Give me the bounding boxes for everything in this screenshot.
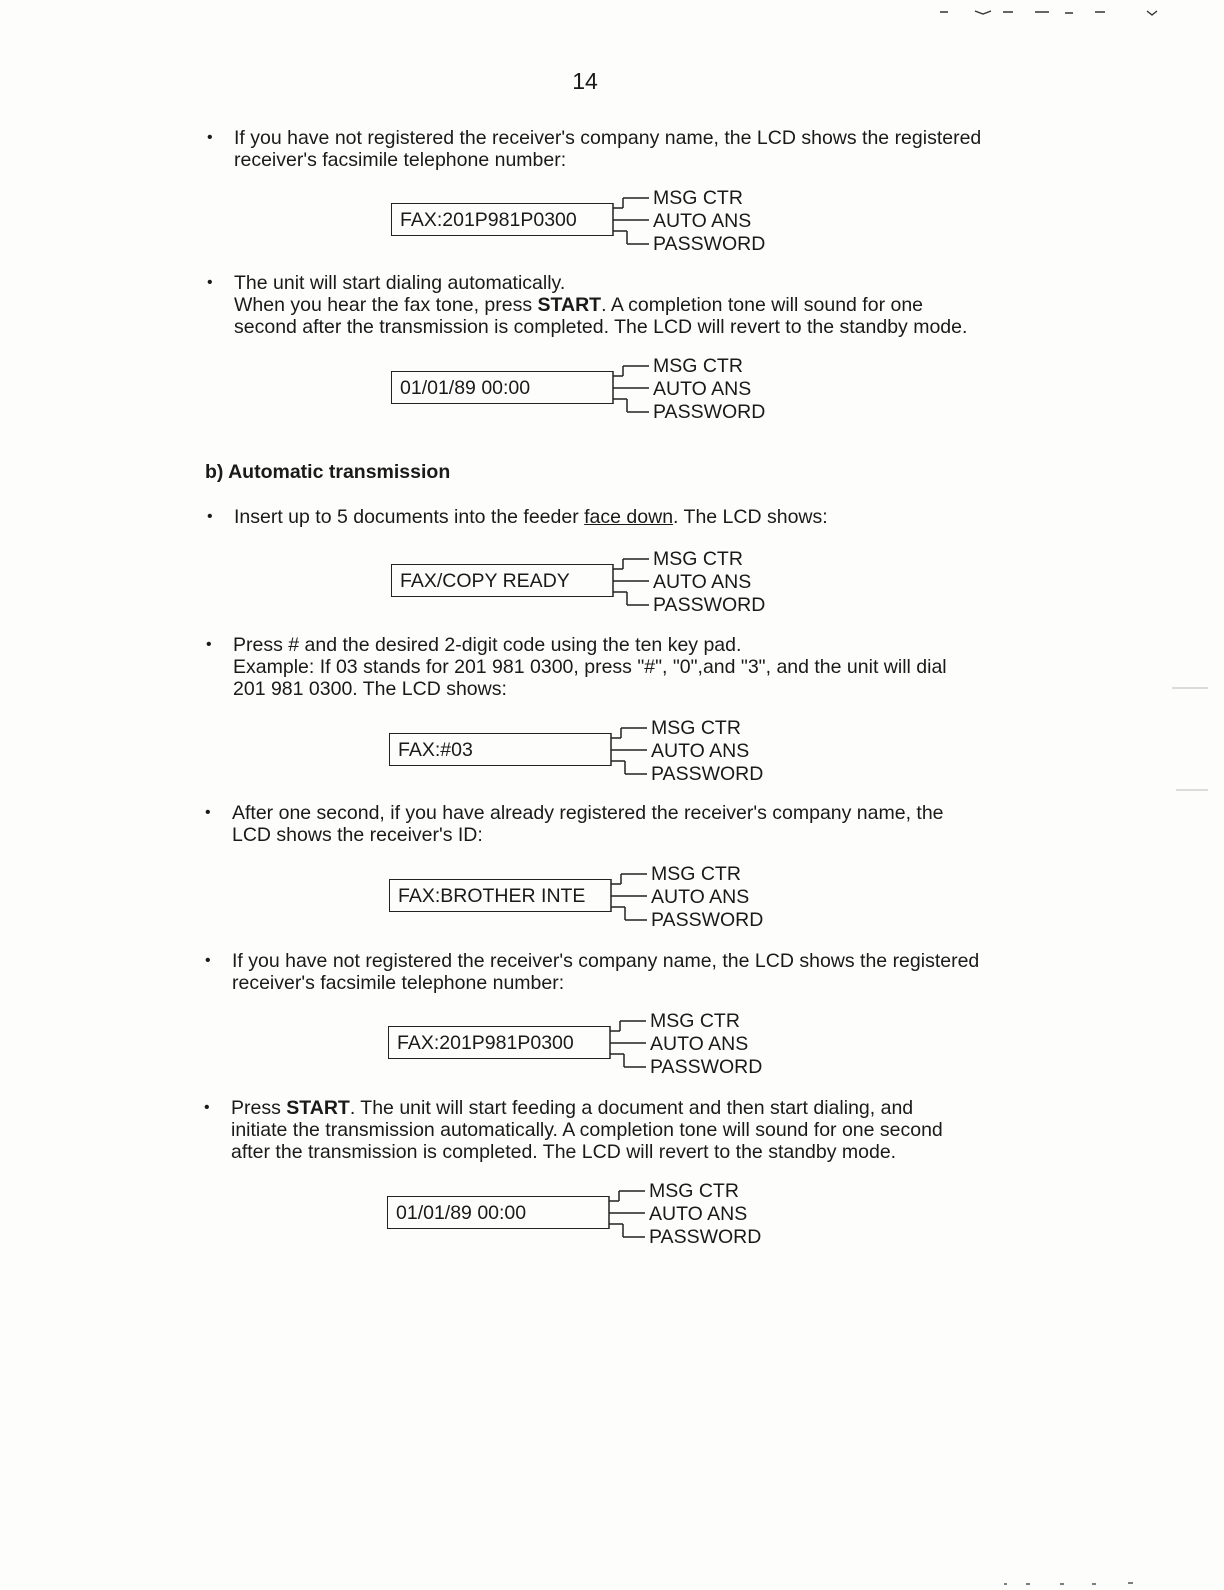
lcd-display <box>388 1007 768 1079</box>
text-line: If you have not registered the receiver's company name, the LCD shows the registered <box>232 950 980 972</box>
text-line: 201 981 0300. The LCD shows: <box>233 678 507 700</box>
lcd-connector-icon <box>389 860 651 932</box>
start-key-label: START <box>537 294 602 316</box>
paragraph-unregistered-name <box>207 127 982 171</box>
lcd-label-auto-ans: AUTO ANS <box>653 571 752 593</box>
scan-artifact-bottom <box>1000 1578 1160 1588</box>
text-span: . A completion tone will sound for one <box>601 294 924 316</box>
lcd-display <box>391 545 771 617</box>
lcd-screen: FAX/COPY READY <box>391 564 613 597</box>
text-line: After one second, if you have already registered the receiver's company name, the <box>232 802 944 824</box>
text-line <box>231 1097 943 1119</box>
lcd-connector-icon <box>389 714 651 786</box>
lcd-display <box>391 352 771 424</box>
lcd-screen: FAX:201P981P0300 <box>388 1026 610 1059</box>
lcd-display <box>389 860 769 932</box>
paragraph-registered-id <box>205 802 944 846</box>
bullet-icon: • <box>207 508 213 525</box>
lcd-label-password: PASSWORD <box>649 1226 762 1248</box>
text-span: When you hear the fax tone, press <box>234 294 538 316</box>
lcd-label-auto-ans: AUTO ANS <box>649 1203 748 1225</box>
lcd-label-msg-ctr: MSG CTR <box>653 187 743 209</box>
lcd-display <box>387 1177 767 1249</box>
lcd-label-password: PASSWORD <box>651 909 764 931</box>
lcd-label-password: PASSWORD <box>653 233 766 255</box>
lcd-display <box>389 714 769 786</box>
text-line: Press # and the desired 2-digit code using the ten key pad. <box>233 634 742 656</box>
lcd-screen: FAX:BROTHER INTE <box>389 879 611 912</box>
paragraph-press-start <box>204 1097 943 1163</box>
text-span: Insert up to 5 documents into the feeder <box>234 506 585 528</box>
lcd-label-auto-ans: AUTO ANS <box>650 1033 749 1055</box>
bullet-icon: • <box>207 274 213 291</box>
bullet-icon: • <box>205 952 211 969</box>
lcd-label-msg-ctr: MSG CTR <box>651 717 741 739</box>
lcd-label-msg-ctr: MSG CTR <box>653 355 743 377</box>
lcd-connector-icon <box>391 352 653 424</box>
bullet-icon: • <box>204 1099 210 1116</box>
lcd-connector-icon <box>391 545 653 617</box>
lcd-connector-icon <box>388 1007 650 1079</box>
text-line: LCD shows the receiver's ID: <box>232 824 483 846</box>
text-span: Press <box>231 1097 287 1119</box>
text-span: . The unit will start feeding a document and then start dialing, and <box>349 1097 914 1119</box>
text-line: initiate the transmission automatically. A completion tone will sound for one second <box>231 1119 943 1141</box>
lcd-label-password: PASSWORD <box>651 763 764 785</box>
paragraph-unregistered-name-2 <box>205 950 980 994</box>
lcd-label-msg-ctr: MSG CTR <box>649 1180 739 1202</box>
lcd-label-password: PASSWORD <box>650 1056 763 1078</box>
text-line: Example: If 03 stands for 201 981 0300, press "#", "0",and "3", and the unit will dial <box>233 656 947 678</box>
text-line <box>234 506 828 528</box>
lcd-display <box>391 184 771 256</box>
underlined-text: face down <box>584 506 674 528</box>
text-line: second after the transmission is completed. The LCD will revert to the standby mode. <box>234 316 968 338</box>
lcd-label-msg-ctr: MSG CTR <box>651 863 741 885</box>
bullet-icon: • <box>207 129 213 146</box>
lcd-label-auto-ans: AUTO ANS <box>653 210 752 232</box>
text-line: after the transmission is completed. The LCD will revert to the standby mode. <box>231 1141 897 1163</box>
lcd-connector-icon <box>387 1177 649 1249</box>
text-line: receiver's facsimile telephone number: <box>234 149 567 171</box>
bullet-icon: • <box>206 636 212 653</box>
lcd-label-msg-ctr: MSG CTR <box>650 1010 740 1032</box>
text-line: receiver's facsimile telephone number: <box>232 972 565 994</box>
lcd-label-msg-ctr: MSG CTR <box>653 548 743 570</box>
section-heading: b) Automatic transmission <box>205 461 451 483</box>
lcd-screen: FAX:#03 <box>389 733 611 766</box>
lcd-label-auto-ans: AUTO ANS <box>651 740 750 762</box>
scan-artifact-right <box>1170 684 1210 794</box>
text-line <box>234 294 967 316</box>
lcd-screen: FAX:201P981P0300 <box>391 203 613 236</box>
text-line: If you have not registered the receiver's company name, the LCD shows the registered <box>234 127 982 149</box>
lcd-connector-icon <box>391 184 653 256</box>
paragraph-press-hash <box>206 634 947 700</box>
scan-artifact-top <box>935 4 1165 18</box>
lcd-label-password: PASSWORD <box>653 401 766 423</box>
paragraph-start-dialing <box>207 272 968 338</box>
lcd-label-auto-ans: AUTO ANS <box>653 378 752 400</box>
paragraph-insert-documents <box>207 506 828 528</box>
lcd-label-password: PASSWORD <box>653 594 766 616</box>
lcd-screen: 01/01/89 00:00 <box>391 371 613 404</box>
bullet-icon: • <box>205 804 211 821</box>
text-span: . The LCD shows: <box>673 506 828 528</box>
start-key-label: START <box>286 1097 350 1119</box>
lcd-label-auto-ans: AUTO ANS <box>651 886 750 908</box>
text-line: The unit will start dialing automatically. <box>234 272 566 294</box>
lcd-screen: 01/01/89 00:00 <box>387 1196 609 1229</box>
page-number: 14 <box>572 68 598 94</box>
